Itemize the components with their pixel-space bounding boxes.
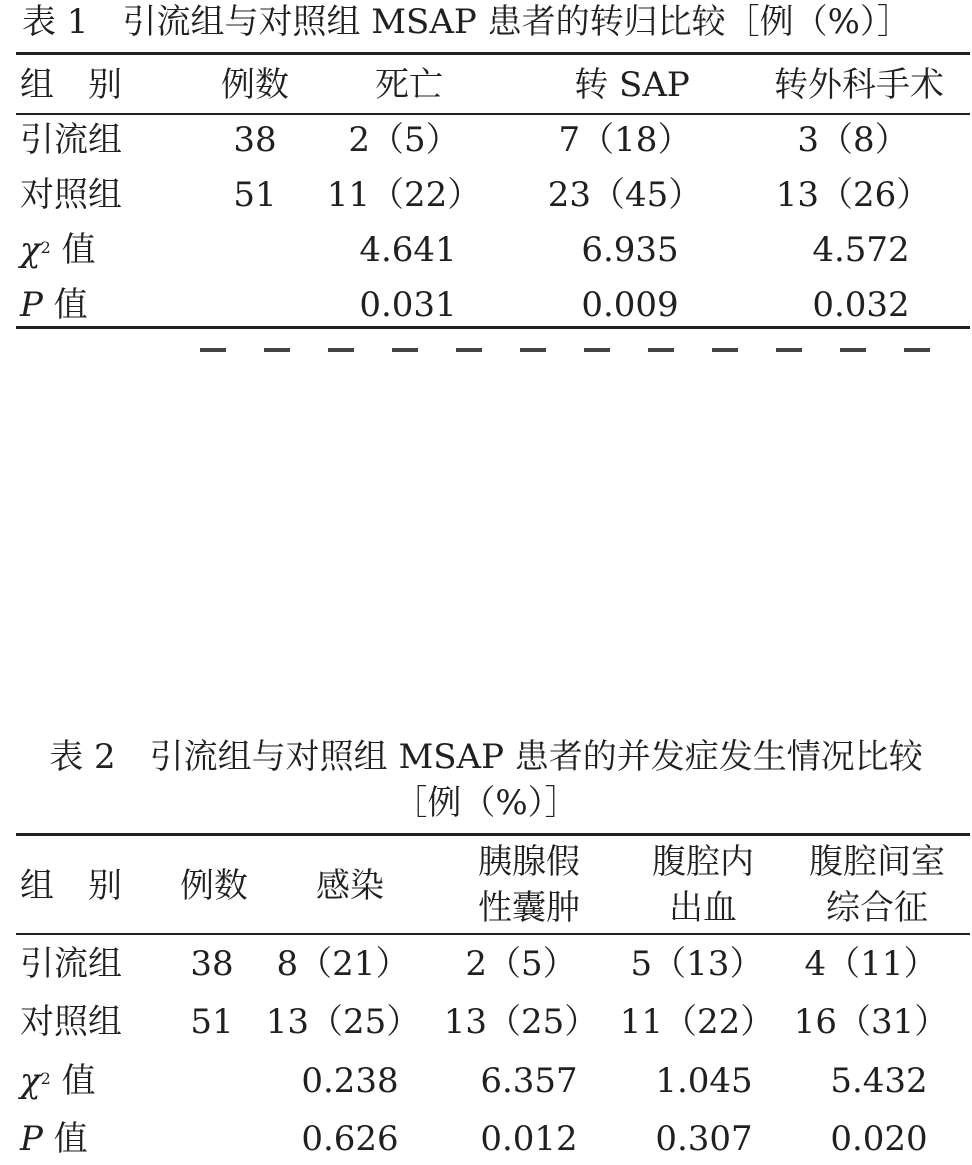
cell-death: 0.031 [359, 285, 457, 325]
cell-pseudocyst: 0.012 [480, 1119, 578, 1159]
row-label-text: 值 [61, 1061, 96, 1101]
cell-hemorrhage: 5（13） [630, 944, 764, 984]
table2-header-rule [16, 933, 970, 935]
cell-infection: 8（21） [276, 944, 410, 984]
cell-surgery: 3（8） [797, 120, 909, 160]
table2-header-compartment-line1: 腹腔间室 [809, 842, 945, 882]
row-label: 对照组 [20, 175, 122, 215]
cell-compartment: 4（11） [804, 944, 938, 984]
cell-sap: 23（45） [547, 175, 703, 215]
table1-header-sap: 转 SAP [574, 65, 690, 105]
cell-pseudocyst: 6.357 [480, 1061, 578, 1101]
cell-pseudocyst: 2（5） [465, 944, 577, 984]
clipped-text-line [200, 340, 970, 354]
cell-compartment: 16（31） [793, 1002, 949, 1042]
cell-surgery: 0.032 [812, 285, 910, 325]
cell-count: 38 [190, 944, 234, 984]
table2-header-pseudocyst-line1: 胰腺假 [478, 842, 580, 882]
cell-death: 11（22） [326, 175, 482, 215]
cell-sap: 0.009 [581, 285, 679, 325]
cell-death: 2（5） [348, 120, 460, 160]
row-label: 引流组 [20, 944, 122, 984]
cell-sap: 7（18） [558, 120, 692, 160]
table1-header-surgery: 转外科手术 [774, 65, 944, 105]
table1-header-group: 组 别 [20, 65, 122, 105]
row-label: 引流组 [20, 120, 122, 160]
cell-sap: 6.935 [581, 230, 679, 270]
cell-surgery: 4.572 [812, 230, 910, 270]
table2-header-pseudocyst-line2: 性囊肿 [478, 888, 580, 928]
cell-compartment: 0.020 [830, 1119, 928, 1159]
p-symbol: P [20, 1119, 43, 1159]
table2-caption-unit: ［例（%）］ [393, 783, 579, 823]
row-label-p [20, 1119, 88, 1159]
table2-top-rule [16, 833, 970, 836]
chi-symbol: χ [20, 1061, 41, 1101]
cell-count: 51 [190, 1002, 234, 1042]
cell-count: 51 [233, 175, 277, 215]
superscript-2: 2 [40, 1069, 51, 1088]
cell-infection: 0.238 [301, 1061, 399, 1101]
cell-hemorrhage: 11（22） [619, 1002, 775, 1042]
table2-header-group: 组 别 [20, 866, 122, 906]
row-label-p [20, 285, 88, 325]
table2-header-hemorrhage-line1: 腹腔内 [652, 842, 754, 882]
table2-caption: 表 2 引流组与对照组 MSAP 患者的并发症发生情况比较 [49, 737, 923, 777]
cell-pseudocyst: 13（25） [443, 1002, 599, 1042]
cell-compartment: 5.432 [830, 1061, 928, 1101]
table2-header-compartment-line2: 综合征 [826, 888, 928, 928]
table2-header-hemorrhage-line2: 出血 [669, 888, 737, 928]
table1-header-count: 例数 [221, 65, 289, 105]
cell-infection: 0.626 [301, 1119, 399, 1159]
row-label-text: 值 [53, 1119, 88, 1159]
cell-infection: 13（25） [265, 1002, 421, 1042]
table1-top-rule [16, 52, 970, 55]
table1-bottom-rule [16, 326, 970, 329]
cell-count: 38 [233, 120, 277, 160]
table2-header-infection: 感染 [316, 866, 384, 906]
cell-hemorrhage: 0.307 [655, 1119, 753, 1159]
row-label-text: 值 [61, 230, 96, 270]
row-label-chi2 [20, 230, 96, 270]
cell-death: 4.641 [359, 230, 457, 270]
cell-surgery: 13（26） [775, 175, 931, 215]
row-label-text: 值 [53, 285, 88, 325]
table1-caption: 表 1 引流组与对照组 MSAP 患者的转归比较［例（%）］ [22, 2, 911, 42]
table1-header-rule [16, 113, 970, 115]
superscript-2: 2 [40, 238, 51, 257]
cell-hemorrhage: 1.045 [655, 1061, 753, 1101]
p-symbol: P [20, 285, 43, 325]
table2-header-count: 例数 [180, 866, 248, 906]
table1-header-death: 死亡 [375, 65, 443, 105]
row-label-chi2 [20, 1061, 96, 1101]
chi-symbol: χ [20, 230, 41, 270]
row-label: 对照组 [20, 1002, 122, 1042]
